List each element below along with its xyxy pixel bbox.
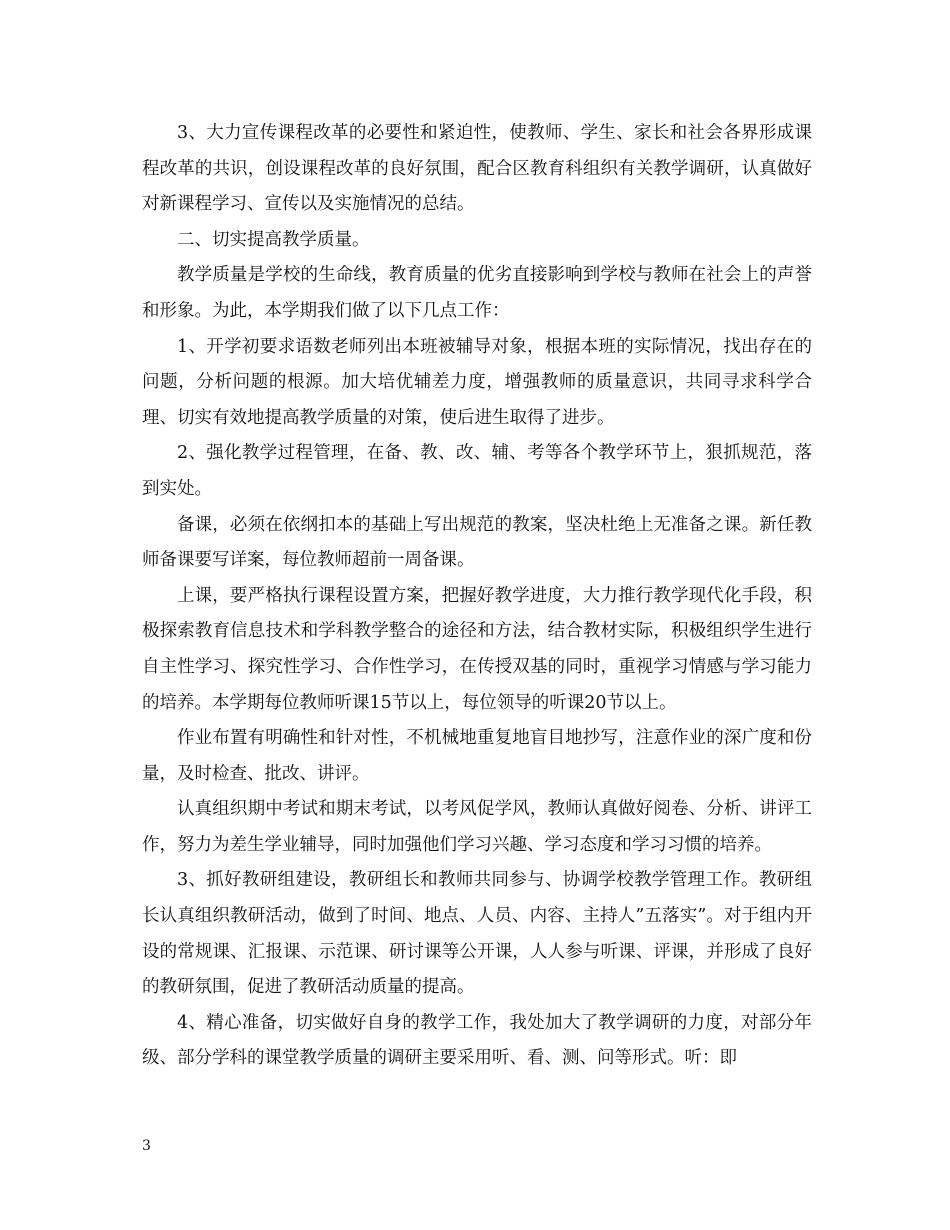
paragraph-item-3: 3、抓好教研组建设，教研组长和教师共同参与、协调学校教学管理工作。教研组长认真组织教研活动，做到了时间、地点、人员、内容、主持人”五落实”。对于组内开设的常规课、汇报课、示范课、研讨课等公开课，人人参与听课、评课，并形成了良好的教研氛围，促进了教研活动质量的提高。 bbox=[142, 870, 812, 998]
paragraph-reform-publicity: 3、大力宣传课程改革的必要性和紧迫性，使教师、学生、家长和社会各界形成课程改革的共识，创设课程改革的良好氛围，配合区教育科组织有关教学调研，认真做好对新课程学习、宣传以及实施情况的总结。 bbox=[142, 123, 812, 215]
paragraph-homework: 作业布置有明确性和针对性，不机械地重复地盲目地抄写，注意作业的深广度和份量，及时检查、批改、讲评。 bbox=[142, 728, 812, 784]
paragraph-quality-lifeline: 教学质量是学校的生命线，教育质量的优劣直接影响到学校与教师在社会上的声誉和形象。为此，本学期我们做了以下几点工作： bbox=[142, 265, 812, 321]
paragraph-item-2: 2、强化教学过程管理，在备、教、改、辅、考等各个教学环节上，狠抓规范，落到实处。 bbox=[142, 443, 812, 499]
page-number: 3 bbox=[142, 1138, 151, 1154]
paragraph-item-1: 1、开学初要求语数老师列出本班被辅导对象，根据本班的实际情况，找出存在的问题，分析问题的根源。加大培优辅差力度，增强教师的质量意识，共同寻求科学合理、切实有效地提高教学质量的对策，使后进生取得了进步。 bbox=[142, 336, 812, 428]
paragraph-classes: 上课，要严格执行课程设置方案，把握好教学进度，大力推行教学现代化手段，积极探索教育信息技术和学科教学整合的途径和方法，结合教材实际，积极组织学生进行自主性学习、探究性学习、合作性学习，在传授双基的同时，重视学习情感与学习能力的培养。本学期每位教师听课15节以上，每位领导的听课20节以上。 bbox=[142, 585, 812, 713]
paragraph-exams: 认真组织期中考试和期末考试，以考风促学风，教师认真做好阅卷、分析、讲评工作，努力为差生学业辅导，同时加强他们学习兴趣、学习态度和学习习惯的培养。 bbox=[142, 799, 812, 855]
paragraph-item-4: 4、精心准备，切实做好自身的教学工作，我处加大了教学调研的力度，对部分年级、部分学科的课堂教学质量的调研主要采用听、看、测、问等形式。听：即 bbox=[142, 1012, 812, 1069]
body-text bbox=[142, 116, 812, 1077]
section-heading-teaching-quality: 二、切实提高教学质量。 bbox=[177, 229, 370, 250]
paragraph-lesson-prep: 备课，必须在依纲扣本的基础上写出规范的教案，坚决杜绝上无准备之课。新任教师备课要写详案，每位教师超前一周备课。 bbox=[142, 514, 812, 571]
